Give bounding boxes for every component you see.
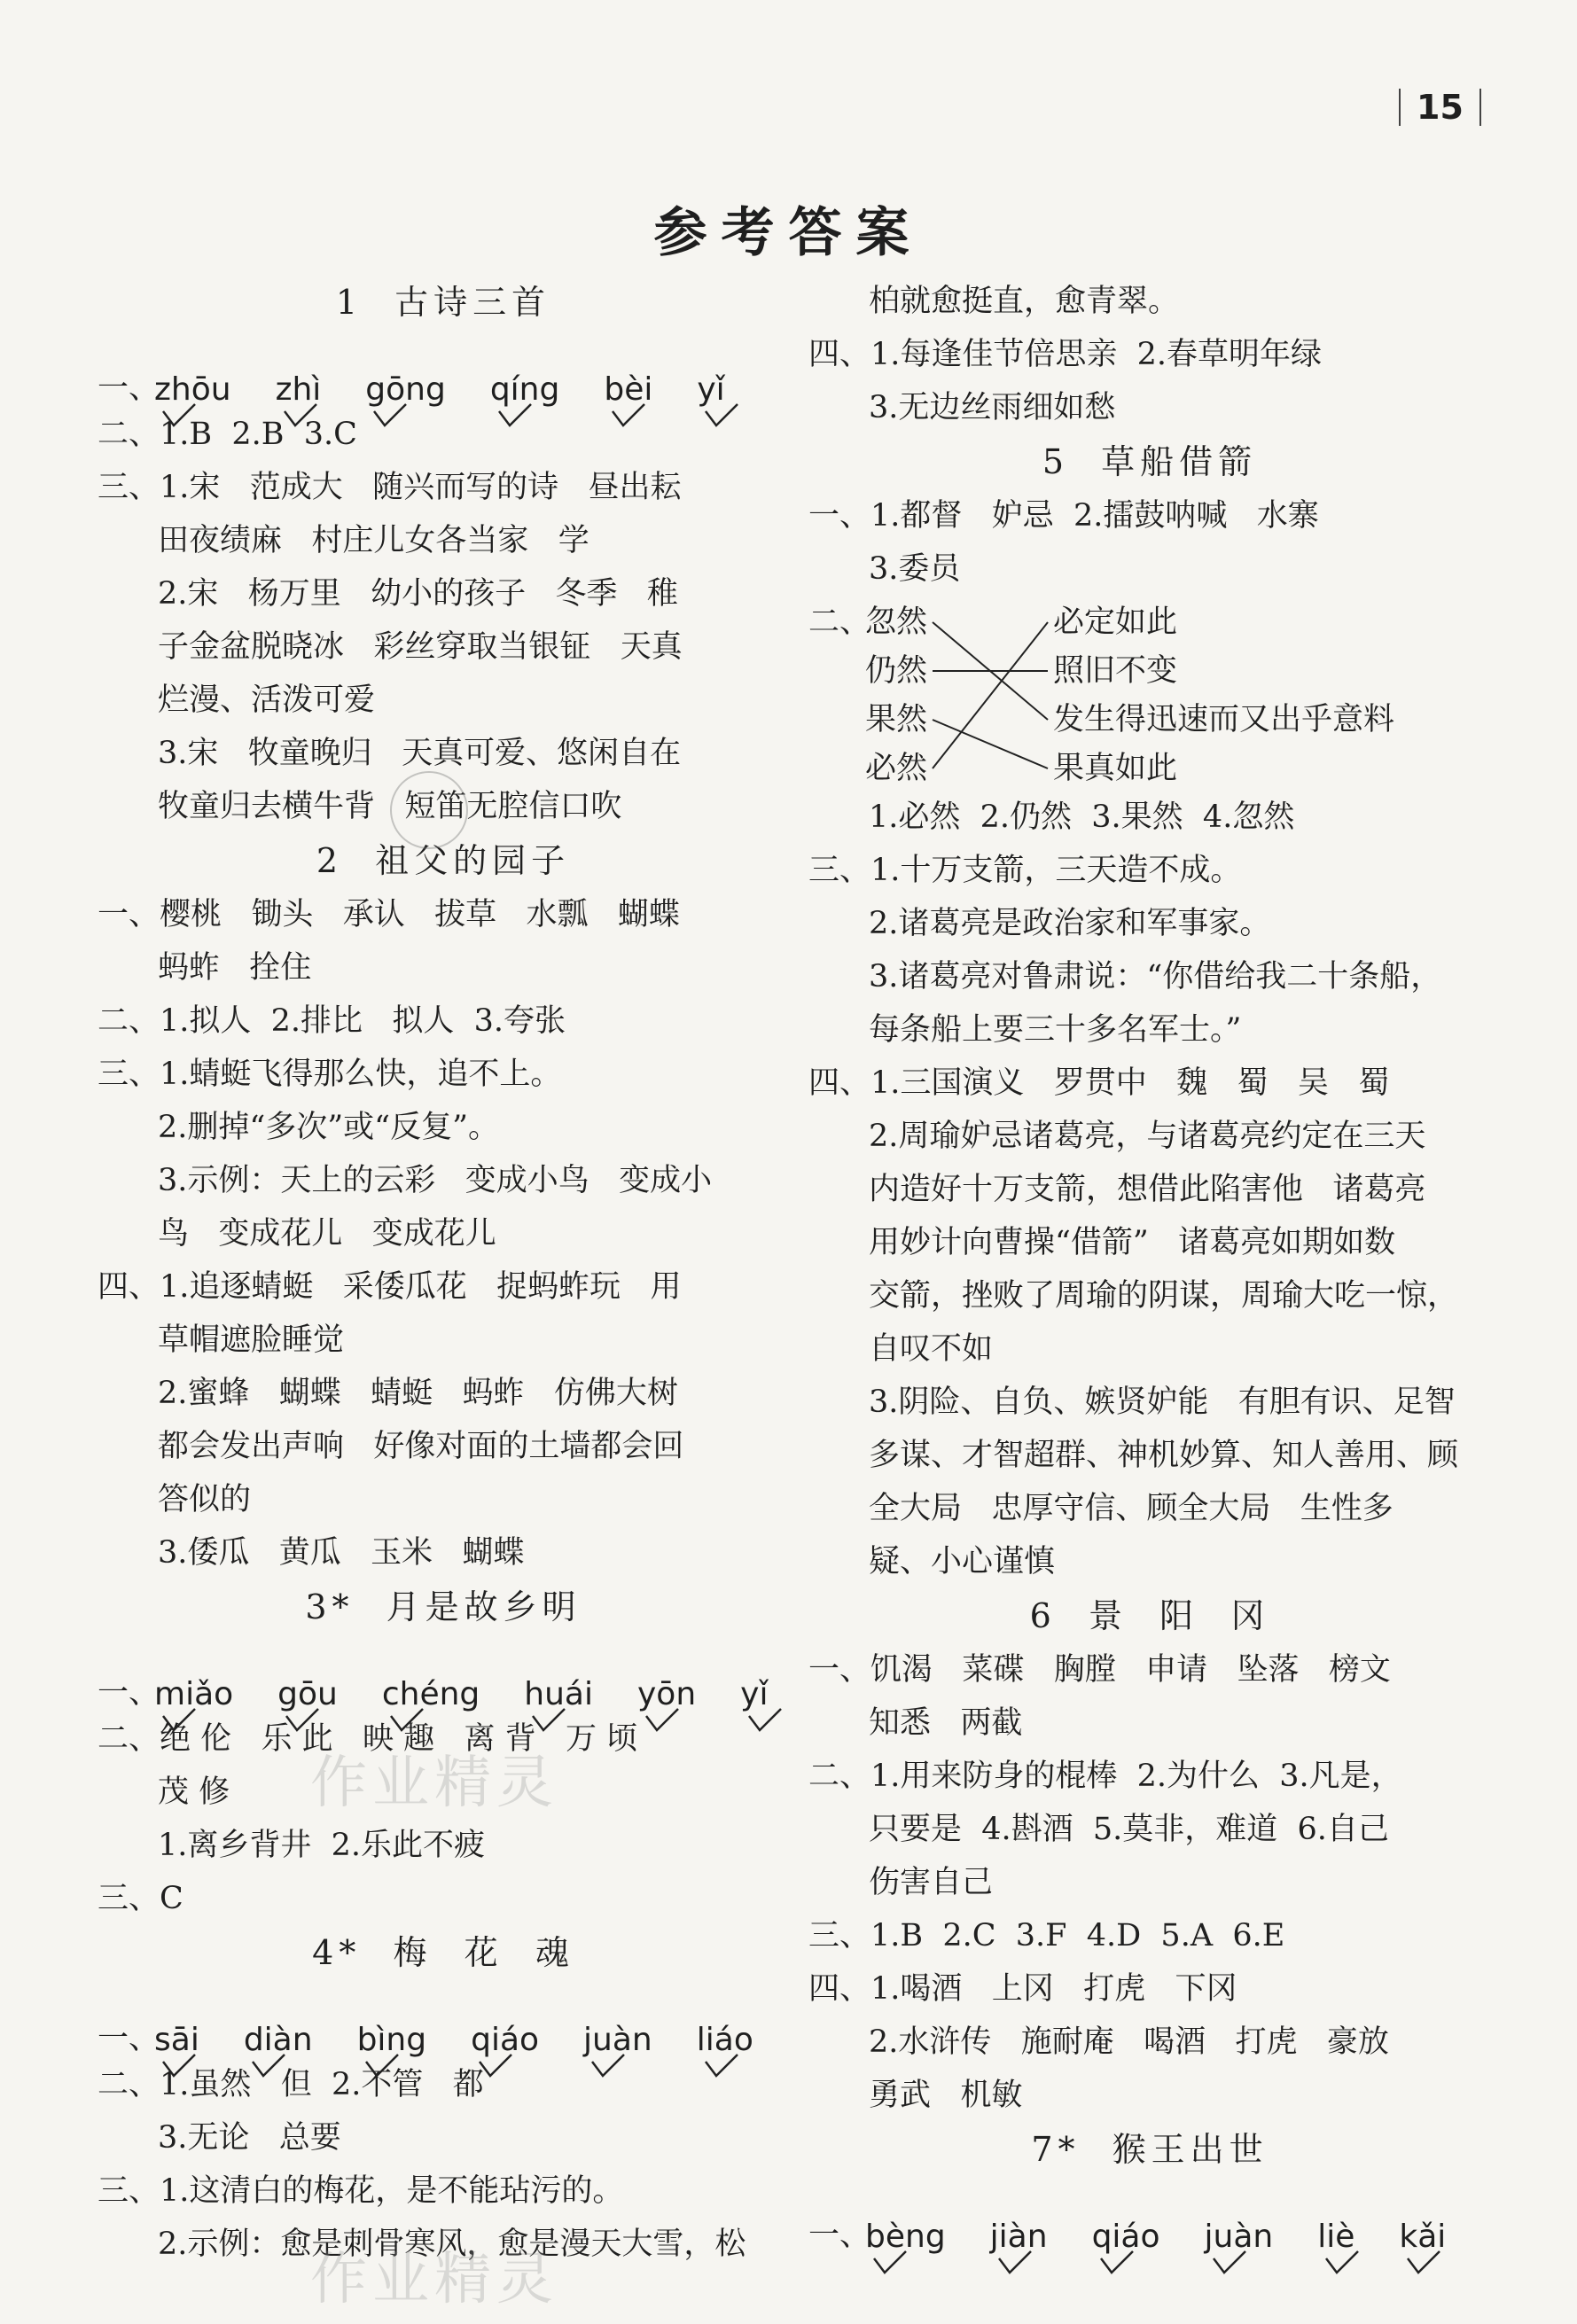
answer-line: 茂 修 bbox=[158, 1774, 230, 1810]
answer-line: 柏就愈挺直，愈青翠。 bbox=[869, 284, 1180, 319]
match-right-item: 必定如此 bbox=[1053, 604, 1178, 640]
pinyin-text: bìng bbox=[356, 2022, 427, 2058]
pinyin-answer bbox=[583, 2022, 652, 2058]
pinyin-text: yǐ bbox=[697, 371, 725, 408]
match-right-item: 照旧不变 bbox=[1053, 653, 1178, 689]
match-left-item: 仍然 bbox=[865, 653, 928, 689]
answer-line: 三、1.这清白的梅花，是不能玷污的。 bbox=[98, 2173, 624, 2209]
check-mark-icon bbox=[611, 402, 646, 427]
right-column bbox=[808, 275, 1491, 2255]
match-right-item: 果真如此 bbox=[1053, 751, 1178, 786]
answer-line: 每条船上要三十多名军士。” bbox=[869, 1012, 1242, 1048]
answer-block bbox=[98, 408, 789, 833]
pinyin-text: qíng bbox=[489, 371, 560, 408]
check-mark-icon bbox=[497, 402, 533, 427]
pinyin-row bbox=[98, 330, 789, 408]
pinyin-answer bbox=[490, 371, 560, 408]
pinyin-text: gōu bbox=[277, 1676, 338, 1712]
answer-line: 2.宋 杨万里 幼小的孩子 冬季 稚 bbox=[158, 576, 678, 612]
check-mark-icon bbox=[364, 2053, 400, 2078]
answer-line: 2.诸葛亮是政治家和军事家。 bbox=[869, 906, 1271, 941]
pinyin-answer bbox=[637, 1676, 696, 1712]
check-mark-icon bbox=[1406, 2250, 1441, 2274]
pinyin-answer bbox=[365, 371, 446, 408]
match-left-item: 必然 bbox=[865, 751, 928, 786]
pinyin-text: huái bbox=[524, 1676, 593, 1712]
check-mark-icon bbox=[997, 2250, 1033, 2274]
pinyin-row bbox=[98, 1634, 789, 1712]
pinyin-answer bbox=[382, 1676, 480, 1712]
pinyin-text: jiàn bbox=[989, 2219, 1048, 2255]
check-mark-icon bbox=[1212, 2250, 1247, 2274]
answer-line: 子金盆脱晓冰 彩丝穿取当银钲 天真 bbox=[158, 629, 683, 665]
answer-line: 四、1.喝酒 上冈 打虎 下冈 bbox=[808, 1971, 1237, 2007]
pinyin-text: kǎi bbox=[1399, 2219, 1447, 2255]
answer-line: 四、1.追逐蜻蜓 采倭瓜花 捉蚂蚱玩 用 bbox=[98, 1269, 682, 1305]
answer-line: 一、饥渴 菜碟 胸膛 申请 坠落 榜文 bbox=[808, 1652, 1391, 1688]
answer-block bbox=[98, 888, 789, 1579]
check-mark-icon bbox=[478, 2053, 513, 2078]
pinyin-text: zhì bbox=[275, 371, 322, 408]
pinyin-answer bbox=[1205, 2219, 1274, 2255]
pinyin-text: bèi bbox=[604, 371, 653, 408]
match-line bbox=[933, 622, 1048, 768]
answer-line: 答似的 bbox=[158, 1482, 252, 1517]
answer-line: 2.蜜蜂 蝴蝶 蜻蜓 蚂蚱 仿佛大树 bbox=[158, 1376, 678, 1411]
pinyin-answer bbox=[154, 371, 231, 408]
question-number: 一、 bbox=[98, 2021, 160, 2056]
pinyin-text: miǎo bbox=[154, 1676, 234, 1712]
section-title: 6 景 阳 冈 bbox=[1029, 1596, 1270, 1635]
pinyin-text: yōn bbox=[637, 1676, 697, 1712]
pinyin-answer bbox=[697, 2022, 753, 2058]
answer-line: 田夜绩麻 村庄儿女各当家 学 bbox=[158, 523, 589, 558]
answer-line: 3.阴险、自负、嫉贤妒能 有胆有识、足智 bbox=[869, 1384, 1456, 1420]
answer-line: 都会发出声响 好像对面的土墙都会回 bbox=[158, 1429, 684, 1464]
pinyin-text: liè bbox=[1317, 2219, 1355, 2255]
answer-line: 2.示例：愈是刺骨寒风，愈是漫天大雪，松 bbox=[158, 2227, 746, 2262]
check-mark-icon bbox=[161, 2053, 197, 2078]
answer-line: 内造好十万支箭，想借此陷害他 诸葛亮 bbox=[869, 1172, 1426, 1207]
answer-line: 二、1.拟人 2.排比 拟人 3.夸张 bbox=[98, 1003, 566, 1039]
section-title: 4* 梅 花 魂 bbox=[312, 1933, 574, 1972]
check-mark-icon bbox=[1324, 2250, 1360, 2274]
answer-line: 3.诸葛亮对鲁肃说：“你借给我二十条船， bbox=[869, 959, 1442, 994]
pinyin-answer bbox=[1399, 2219, 1446, 2255]
answer-line: 伤害自己 bbox=[869, 1865, 994, 1900]
pinyin-text: juàn bbox=[583, 2022, 652, 2058]
page-number: 15 bbox=[1399, 89, 1481, 126]
check-mark-icon bbox=[747, 1707, 783, 1732]
section-title: 1 古诗三首 bbox=[335, 283, 551, 322]
check-mark-icon bbox=[161, 402, 197, 427]
answer-block bbox=[808, 791, 1491, 1588]
answer-line: 三、C bbox=[98, 1881, 183, 1916]
section-title: 3* 月是故乡明 bbox=[305, 1587, 582, 1626]
pinyin-answer bbox=[277, 1676, 338, 1712]
answer-line: 只要是 4.斟酒 5.莫非，难道 6.自己 bbox=[869, 1812, 1389, 1847]
question-number: 一、 bbox=[808, 2218, 871, 2253]
answer-line: 多谋、才智超群、神机妙算、知人善用、顾 bbox=[869, 1438, 1459, 1473]
pinyin-answer bbox=[990, 2219, 1048, 2255]
check-mark-icon bbox=[590, 2053, 626, 2078]
answer-line: 全大局 忠厚守信、顾全大局 生性多 bbox=[869, 1491, 1394, 1526]
pinyin-answer bbox=[1317, 2219, 1355, 2255]
answer-block bbox=[808, 275, 1491, 434]
pinyin-answer bbox=[1092, 2219, 1160, 2255]
pinyin-text: liáo bbox=[696, 2022, 753, 2058]
pinyin-text: gōng bbox=[365, 371, 446, 408]
section-title: 7* 猴王出世 bbox=[1031, 2130, 1269, 2169]
answer-line: 1.离乡背井 2.乐此不疲 bbox=[158, 1828, 486, 1863]
answer-line: 3.倭瓜 黄瓜 玉米 蝴蝶 bbox=[158, 1535, 525, 1571]
pinyin-text: chéng bbox=[381, 1676, 480, 1712]
check-mark-icon bbox=[161, 1707, 197, 1732]
answer-line: 自叹不如 bbox=[869, 1331, 994, 1367]
answer-line: 2.删掉“多次”或“反复”。 bbox=[158, 1110, 499, 1145]
pinyin-answer bbox=[276, 371, 322, 408]
answer-line: 二、绝 伦 乐 此 映 趣 离 背 万 顷 bbox=[98, 1721, 638, 1757]
answer-line: 疑、小心谨慎 bbox=[869, 1544, 1056, 1579]
matching-lines bbox=[808, 596, 1074, 791]
answer-line: 3.无边丝雨细如愁 bbox=[869, 390, 1116, 425]
check-mark-icon bbox=[872, 2250, 908, 2274]
check-mark-icon bbox=[704, 2053, 739, 2078]
pinyin-answer bbox=[740, 1676, 768, 1712]
answer-line: 三、1.十万支箭，三天造不成。 bbox=[808, 853, 1242, 888]
check-mark-icon bbox=[704, 402, 739, 427]
pinyin-answer bbox=[471, 2022, 539, 2058]
answer-line: 蚂蚱 拴住 bbox=[158, 950, 312, 986]
check-mark-icon bbox=[644, 1707, 680, 1732]
answer-line: 3.无论 总要 bbox=[158, 2120, 341, 2156]
pinyin-answer bbox=[154, 1676, 233, 1712]
answer-line: 四、1.三国演义 罗贯中 魏 蜀 吴 蜀 bbox=[808, 1065, 1390, 1101]
answer-line: 一、樱桃 锄头 承认 拔草 水瓢 蝴蝶 bbox=[98, 897, 680, 932]
answer-line: 用妙计向曹操“借箭” 诸葛亮如期如数 bbox=[869, 1225, 1396, 1260]
check-mark-icon bbox=[1099, 2250, 1135, 2274]
check-mark-icon bbox=[283, 402, 318, 427]
pinyin-row bbox=[98, 1980, 789, 2058]
pinyin-answer bbox=[697, 371, 724, 408]
pinyin-text: yǐ bbox=[740, 1676, 769, 1712]
matching-exercise bbox=[808, 596, 1491, 791]
watermark-stamp bbox=[390, 771, 468, 849]
pinyin-text: bèng bbox=[865, 2219, 946, 2255]
check-mark-icon bbox=[372, 402, 408, 427]
match-left-item: 忽然 bbox=[865, 604, 928, 640]
answer-block bbox=[808, 489, 1491, 596]
answer-line: 三、1.B 2.C 3.F 4.D 5.A 6.E bbox=[808, 1918, 1285, 1954]
question-number: 一、 bbox=[98, 1675, 160, 1711]
match-line bbox=[933, 720, 1048, 768]
answer-line: 鸟 变成花儿 变成花儿 bbox=[158, 1216, 496, 1252]
answer-line: 知悉 两截 bbox=[869, 1705, 1023, 1741]
answer-line: 1.必然 2.仍然 3.果然 4.忽然 bbox=[869, 799, 1295, 835]
check-mark-icon bbox=[285, 1707, 320, 1732]
answer-line: 二、1.虽然 但 2.不管 都 bbox=[98, 2067, 484, 2102]
check-mark-icon bbox=[531, 1707, 566, 1732]
pinyin-answer bbox=[524, 1676, 593, 1712]
answer-line: 勇武 机敏 bbox=[869, 2078, 1023, 2113]
pinyin-text: zhōu bbox=[154, 371, 231, 408]
answer-line: 牧童归去横牛背 短笛无腔信口吹 bbox=[158, 789, 622, 824]
answer-line: 交箭，挫败了周瑜的阴谋，周瑜大吃一惊， bbox=[869, 1278, 1459, 1314]
pinyin-text: sāi bbox=[154, 2022, 199, 2058]
page-title: 参考答案 bbox=[653, 202, 924, 264]
answer-line: 3.宋 牧童晚归 天真可爱、悠闲自在 bbox=[158, 736, 682, 771]
pinyin-answer bbox=[357, 2022, 427, 2058]
section-title: 2 祖父的园子 bbox=[316, 841, 571, 880]
answer-line: 草帽遮脸睡觉 bbox=[158, 1322, 345, 1358]
watermark: 作业精灵 bbox=[310, 2247, 558, 2312]
pinyin-answer bbox=[604, 371, 652, 408]
answer-line: 二、1.B 2.B 3.C bbox=[98, 417, 357, 452]
pinyin-answer bbox=[154, 2022, 199, 2058]
answer-line: 2.水浒传 施耐庵 喝酒 打虎 豪放 bbox=[869, 2024, 1389, 2060]
answer-line: 3.委员 bbox=[869, 551, 961, 587]
answer-line: 2.周瑜妒忌诸葛亮，与诸葛亮约定在三天 bbox=[869, 1119, 1426, 1154]
answer-line: 一、1.都督 妒忌 2.擂鼓呐喊 水寨 bbox=[808, 498, 1319, 534]
answer-line: 三、1.宋 范成大 随兴而写的诗 昼出耘 bbox=[98, 470, 682, 505]
pinyin-text: qiáo bbox=[1091, 2219, 1160, 2255]
question-number: 一、 bbox=[98, 370, 160, 406]
answer-line: 二、1.用来防身的棍棒 2.为什么 3.凡是， bbox=[808, 1759, 1402, 1794]
answer-block bbox=[808, 1643, 1491, 2122]
watermark: 作业精灵 bbox=[310, 1751, 558, 1816]
pinyin-row bbox=[808, 2177, 1491, 2255]
section-title: 5 草船借箭 bbox=[1042, 442, 1258, 481]
pinyin-answer bbox=[244, 2022, 313, 2058]
pinyin-text: diàn bbox=[243, 2022, 313, 2058]
answer-line: 三、1.蜻蜓飞得那么快，追不上。 bbox=[98, 1057, 562, 1092]
answer-line: 四、1.每逢佳节倍思亲 2.春草明年绿 bbox=[808, 337, 1323, 372]
left-column bbox=[98, 275, 789, 2271]
match-left-item: 果然 bbox=[865, 702, 928, 737]
question-number: 二、 bbox=[808, 604, 871, 640]
pinyin-text: qiáo bbox=[471, 2022, 540, 2058]
match-right-item: 发生得迅速而又出乎意料 bbox=[1053, 702, 1395, 737]
answer-line: 3.示例：天上的云彩 变成小鸟 变成小 bbox=[158, 1163, 713, 1198]
answer-line: 烂漫、活泼可爱 bbox=[158, 682, 376, 718]
pinyin-text: juàn bbox=[1204, 2219, 1274, 2255]
pinyin-answer bbox=[865, 2219, 946, 2255]
check-mark-icon bbox=[251, 2053, 286, 2078]
check-mark-icon bbox=[389, 1707, 425, 1732]
